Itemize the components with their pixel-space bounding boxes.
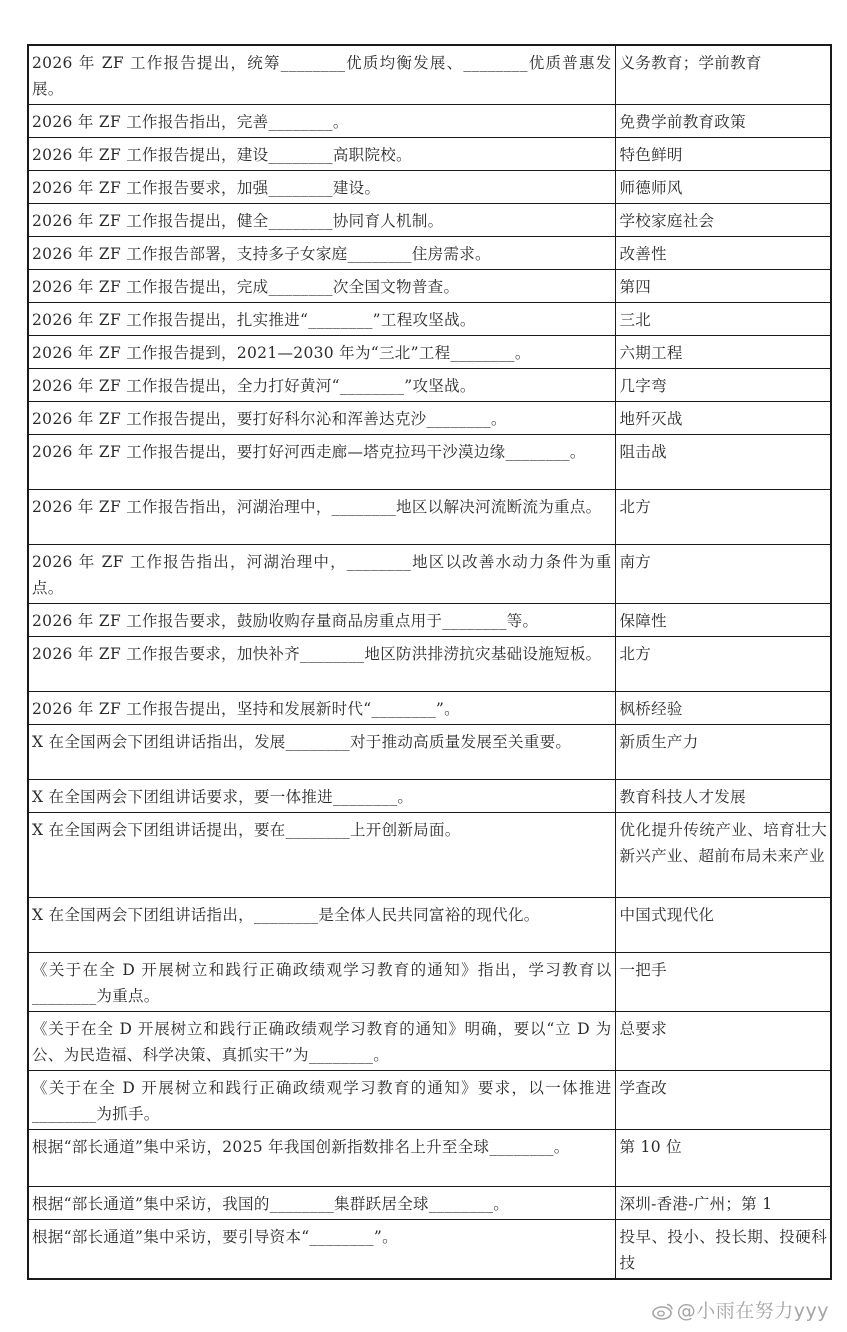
table-row (28, 171, 831, 204)
answer-cell: 三北 (615, 303, 831, 336)
table-row (28, 1071, 831, 1130)
answer-cell: 新质生产力 (615, 725, 831, 780)
question-cell: 2026 年 ZF 工作报告提出，坚持和发展新时代“________”。 (28, 692, 615, 725)
question-cell: 2026 年 ZF 工作报告提出，扎实推进“________”工程攻坚战。 (28, 303, 615, 336)
question-cell: 根据“部长通道”集中采访，要引导资本“________”。 (28, 1220, 615, 1280)
answer-cell: 阻击战 (615, 435, 831, 490)
qa-table-body (28, 45, 831, 1279)
question-cell: 《关于在全 D 开展树立和践行正确政绩观学习教育的通知》明确，要以“立 D 为公、为民造福、科学决策、真抓实干”为________。 (28, 1012, 615, 1071)
answer-cell: 北方 (615, 490, 831, 545)
answer-cell: 义务教育；学前教育 (615, 45, 831, 105)
question-cell: 2026 年 ZF 工作报告指出，完善________。 (28, 105, 615, 138)
question-cell: X 在全国两会下团组讲话指出，________是全体人民共同富裕的现代化。 (28, 898, 615, 953)
table-row (28, 303, 831, 336)
table-row (28, 637, 831, 692)
answer-cell: 学校家庭社会 (615, 204, 831, 237)
table-row (28, 204, 831, 237)
answer-cell: 第四 (615, 270, 831, 303)
answer-cell: 北方 (615, 637, 831, 692)
question-cell: 2026 年 ZF 工作报告提到，2021—2030 年为“三北”工程________。 (28, 336, 615, 369)
table-row (28, 490, 831, 545)
watermark-text: @小雨在努力yyy (676, 1300, 829, 1322)
answer-cell: 学查改 (615, 1071, 831, 1130)
table-row (28, 604, 831, 637)
question-cell: 2026 年 ZF 工作报告提出，要打好河西走廊—塔克拉玛干沙漠边缘________。 (28, 435, 615, 490)
answer-cell: 六期工程 (615, 336, 831, 369)
watermark (652, 1296, 829, 1323)
table-row (28, 725, 831, 780)
question-cell: 2026 年 ZF 工作报告部署，支持多子女家庭________住房需求。 (28, 237, 615, 270)
weibo-logo-icon (652, 1302, 674, 1320)
question-cell: 2026 年 ZF 工作报告要求，鼓励收购存量商品房重点用于________等。 (28, 604, 615, 637)
question-cell: X 在全国两会下团组讲话提出，要在________上开创新局面。 (28, 813, 615, 898)
answer-cell: 一把手 (615, 953, 831, 1012)
answer-cell: 保障性 (615, 604, 831, 637)
table-row (28, 545, 831, 604)
table-row (28, 813, 831, 898)
question-cell: 2026 年 ZF 工作报告要求，加快补齐________地区防洪排涝抗灾基础设施短板。 (28, 637, 615, 692)
table-row (28, 105, 831, 138)
table-row (28, 45, 831, 105)
answer-cell: 师德师风 (615, 171, 831, 204)
table-row (28, 692, 831, 725)
question-cell: 2026 年 ZF 工作报告指出，河湖治理中，________地区以改善水动力条件为重点。 (28, 545, 615, 604)
question-cell: 2026 年 ZF 工作报告提出，全力打好黄河“________”攻坚战。 (28, 369, 615, 402)
answer-cell: 教育科技人才发展 (615, 780, 831, 813)
question-cell: 《关于在全 D 开展树立和践行正确政绩观学习教育的通知》指出，学习教育以________为重点。 (28, 953, 615, 1012)
qa-table (27, 44, 832, 1280)
table-row (28, 1012, 831, 1071)
answer-cell: 优化提升传统产业、培育壮大新兴产业、超前布局未来产业 (615, 813, 831, 898)
question-cell: 2026 年 ZF 工作报告提出，健全________协同育人机制。 (28, 204, 615, 237)
answer-cell: 枫桥经验 (615, 692, 831, 725)
answer-cell: 免费学前教育政策 (615, 105, 831, 138)
answer-cell: 改善性 (615, 237, 831, 270)
question-cell: 2026 年 ZF 工作报告提出，统筹________优质均衡发展、________优质普惠发展。 (28, 45, 615, 105)
answer-cell: 特色鲜明 (615, 138, 831, 171)
table-row (28, 435, 831, 490)
answer-cell: 南方 (615, 545, 831, 604)
question-cell: 《关于在全 D 开展树立和践行正确政绩观学习教育的通知》要求，以一体推进________为抓手。 (28, 1071, 615, 1130)
answer-cell: 总要求 (615, 1012, 831, 1071)
question-cell: X 在全国两会下团组讲话指出，发展________对于推动高质量发展至关重要。 (28, 725, 615, 780)
table-row (28, 237, 831, 270)
question-cell: 2026 年 ZF 工作报告指出，河湖治理中，________地区以解决河流断流为重点。 (28, 490, 615, 545)
table-row (28, 402, 831, 435)
question-cell: 2026 年 ZF 工作报告要求，加强________建设。 (28, 171, 615, 204)
table-row (28, 270, 831, 303)
table-row (28, 780, 831, 813)
answer-cell: 投早、投小、投长期、投硬科技 (615, 1220, 831, 1280)
question-cell: X 在全国两会下团组讲话要求，要一体推进________。 (28, 780, 615, 813)
table-row (28, 1187, 831, 1220)
question-cell: 根据“部长通道”集中采访，2025 年我国创新指数排名上升至全球________。 (28, 1130, 615, 1187)
table-row (28, 138, 831, 171)
table-row (28, 898, 831, 953)
answer-cell: 几字弯 (615, 369, 831, 402)
question-cell: 2026 年 ZF 工作报告提出，完成________次全国文物普查。 (28, 270, 615, 303)
question-cell: 2026 年 ZF 工作报告提出，要打好科尔沁和浑善达克沙________。 (28, 402, 615, 435)
table-row (28, 953, 831, 1012)
table-row (28, 369, 831, 402)
question-cell: 2026 年 ZF 工作报告提出，建设________高职院校。 (28, 138, 615, 171)
table-row (28, 1220, 831, 1280)
table-row (28, 1130, 831, 1187)
answer-cell: 第 10 位 (615, 1130, 831, 1187)
table-row (28, 336, 831, 369)
answer-cell: 深圳-香港-广州；第 1 (615, 1187, 831, 1220)
answer-cell: 中国式现代化 (615, 898, 831, 953)
answer-cell: 地歼灭战 (615, 402, 831, 435)
question-cell: 根据“部长通道”集中采访，我国的________集群跃居全球________。 (28, 1187, 615, 1220)
